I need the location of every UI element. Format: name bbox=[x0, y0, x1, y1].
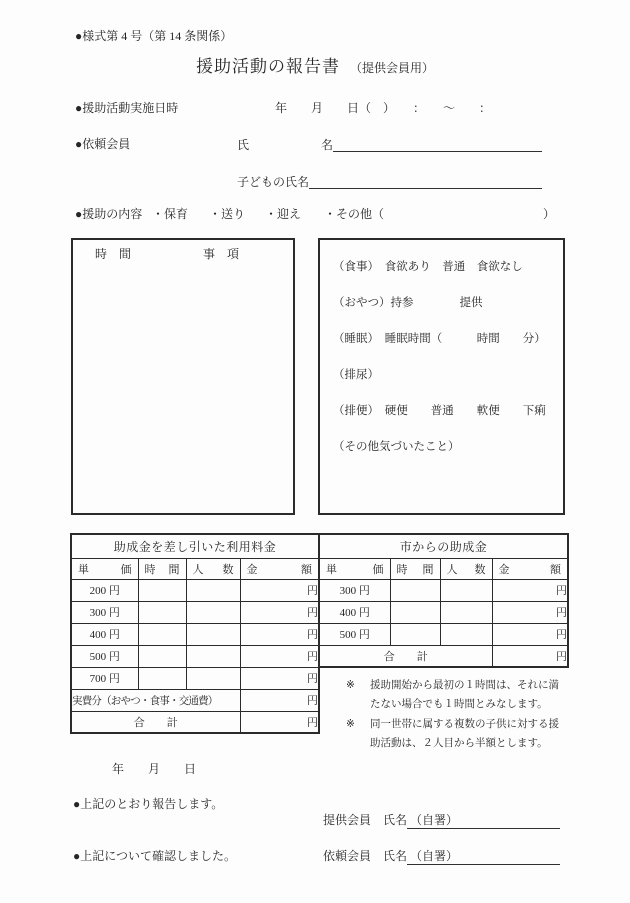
fee-row-200 bbox=[71, 579, 319, 601]
form-number: ●様式第 4 号（第 14 条関係） bbox=[75, 29, 233, 43]
fee-amount-cell: 円 bbox=[240, 601, 319, 623]
fee-amount-cell: 円 bbox=[240, 623, 319, 645]
assist-option-other: ・その他（ bbox=[324, 207, 385, 221]
fee-total-label: 合 計 bbox=[71, 711, 240, 733]
fee-table-header-row bbox=[71, 558, 319, 579]
fee-header-people: 人 数 bbox=[186, 558, 240, 579]
fee-row-700 bbox=[71, 667, 319, 689]
fee-amount-cell: 円 bbox=[240, 645, 319, 667]
confirm-statement: ●上記について確認しました。 bbox=[73, 849, 237, 863]
provider-label: 提供会員 氏名 bbox=[323, 813, 408, 827]
member-label: ●依頼会員 bbox=[75, 137, 131, 151]
fee-table bbox=[70, 533, 320, 734]
subsidy-table-title-row bbox=[319, 534, 568, 558]
subsidy-header-amount: 金 額 bbox=[492, 558, 568, 579]
member-name-row bbox=[237, 136, 542, 153]
provider-signature-line: （自署） bbox=[407, 811, 560, 829]
note-item-half-price bbox=[346, 715, 568, 753]
fee-time-cell bbox=[138, 601, 186, 623]
footer-date: 年 月 日 bbox=[112, 762, 197, 776]
note-text: 同一世帯に属する複数の子供に対する援助活動は、２人目から半額とします。 bbox=[370, 719, 559, 749]
fee-row-400 bbox=[71, 623, 319, 645]
fee-time-cell bbox=[138, 579, 186, 601]
subsidy-time-cell bbox=[390, 623, 440, 645]
subsidy-header-time: 時 間 bbox=[390, 558, 440, 579]
child-name-underline bbox=[309, 186, 542, 189]
fee-expense-amount: 円 bbox=[240, 689, 319, 711]
fee-time-cell bbox=[138, 645, 186, 667]
assist-content-label: ●援助の内容 bbox=[75, 207, 143, 221]
time-item-box bbox=[71, 238, 295, 515]
subsidy-people-cell bbox=[440, 601, 492, 623]
fee-row-300 bbox=[71, 601, 319, 623]
subsidy-table-header-row bbox=[319, 558, 568, 579]
subsidy-total-label: 合 計 bbox=[319, 645, 492, 667]
subsidy-row-400 bbox=[319, 601, 568, 623]
assist-option-childcare: ・保育 bbox=[152, 207, 189, 221]
note-text: 援助開始から最初の１時間は、それに満たない場合でも１時間とみなします。 bbox=[370, 680, 559, 710]
fee-expense-row bbox=[71, 689, 319, 711]
subsidy-unit-cell: 300 円 bbox=[319, 579, 390, 601]
fee-header-amount: 金 額 bbox=[240, 558, 319, 579]
subsidy-header-unit: 単 価 bbox=[319, 558, 390, 579]
subsidy-table-title: 市からの助成金 bbox=[319, 534, 568, 558]
item-header: 事 項 bbox=[203, 247, 240, 261]
provider-signature-row bbox=[323, 811, 560, 829]
fee-total-amount: 円 bbox=[240, 711, 319, 733]
subsidy-unit-cell: 400 円 bbox=[319, 601, 390, 623]
fee-total-row bbox=[71, 711, 319, 733]
fee-table-title: 助成金を差し引いた利用料金 bbox=[71, 534, 319, 558]
subsidy-row-500 bbox=[319, 623, 568, 645]
note-marker: ※ bbox=[346, 680, 355, 691]
observation-line-other: （その他気づいたこと） bbox=[333, 441, 460, 453]
fee-unit-cell: 700 円 bbox=[71, 667, 138, 689]
subsidy-time-cell bbox=[390, 601, 440, 623]
fee-people-cell bbox=[186, 579, 240, 601]
fee-people-cell bbox=[186, 623, 240, 645]
subsidy-table bbox=[318, 533, 569, 668]
datetime-value: 年 月 日（ ） ： ～ ： bbox=[275, 101, 492, 115]
fee-amount-cell: 円 bbox=[240, 667, 319, 689]
requester-label: 依頼会員 氏名 bbox=[323, 849, 408, 863]
fee-unit-cell: 300 円 bbox=[71, 601, 138, 623]
time-header: 時 間 bbox=[95, 247, 132, 261]
page-title: 援助活動の報告書 bbox=[195, 57, 340, 76]
subsidy-row-300 bbox=[319, 579, 568, 601]
subsidy-total-row bbox=[319, 645, 568, 667]
observation-box bbox=[318, 238, 565, 515]
member-name-label: 氏 名 bbox=[237, 138, 334, 152]
fee-time-cell bbox=[138, 667, 186, 689]
observation-line-urine: （排尿） bbox=[333, 369, 379, 381]
note-marker: ※ bbox=[346, 719, 355, 730]
fee-row-500 bbox=[71, 645, 319, 667]
assist-option-close-paren: ） bbox=[543, 207, 556, 221]
observation-line-snack: （おやつ）持参 提供 bbox=[333, 297, 483, 309]
fee-unit-cell: 500 円 bbox=[71, 645, 138, 667]
fee-header-unit: 単 価 bbox=[71, 558, 138, 579]
assist-option-sending: ・送り bbox=[209, 207, 246, 221]
subsidy-people-cell bbox=[440, 623, 492, 645]
fee-unit-cell: 400 円 bbox=[71, 623, 138, 645]
fee-people-cell bbox=[186, 645, 240, 667]
child-name-row bbox=[237, 173, 542, 190]
child-name-label: 子どもの氏名 bbox=[237, 175, 310, 189]
fee-people-cell bbox=[186, 667, 240, 689]
subsidy-amount-cell: 円 bbox=[492, 623, 568, 645]
report-statement: ●上記のとおり報告します。 bbox=[73, 797, 224, 811]
subsidy-people-cell bbox=[440, 579, 492, 601]
member-name-underline bbox=[333, 149, 542, 152]
fee-time-cell bbox=[138, 623, 186, 645]
fee-header-time: 時 間 bbox=[138, 558, 186, 579]
subsidy-amount-cell: 円 bbox=[492, 601, 568, 623]
observation-line-meal: （食事） 食欲あり 普通 食欲なし bbox=[333, 261, 523, 273]
subsidy-time-cell bbox=[390, 579, 440, 601]
fee-amount-cell: 円 bbox=[240, 579, 319, 601]
subsidy-header-people: 人 数 bbox=[440, 558, 492, 579]
fee-unit-cell: 200 円 bbox=[71, 579, 138, 601]
fee-table-title-row bbox=[71, 534, 319, 558]
assist-option-pickup: ・迎え bbox=[265, 207, 302, 221]
fee-people-cell bbox=[186, 601, 240, 623]
requester-signature-line: （自署） bbox=[407, 847, 560, 865]
subsidy-total-amount: 円 bbox=[492, 645, 568, 667]
page-title-suffix: （提供会員用） bbox=[349, 61, 434, 75]
fee-expense-label: 実費分（おやつ・食事・交通費） bbox=[71, 689, 240, 711]
observation-line-sleep: （睡眠） 睡眠時間（ 時間 分） bbox=[333, 333, 546, 345]
subsidy-amount-cell: 円 bbox=[492, 579, 568, 601]
note-item-first-hour bbox=[346, 676, 568, 714]
page-title-row bbox=[0, 52, 630, 77]
datetime-label: ●援助活動実施日時 bbox=[75, 101, 179, 115]
observation-line-stool: （排便） 硬便 普通 軟便 下痢 bbox=[333, 405, 546, 417]
subsidy-unit-cell: 500 円 bbox=[319, 623, 390, 645]
requester-signature-row bbox=[323, 847, 560, 865]
